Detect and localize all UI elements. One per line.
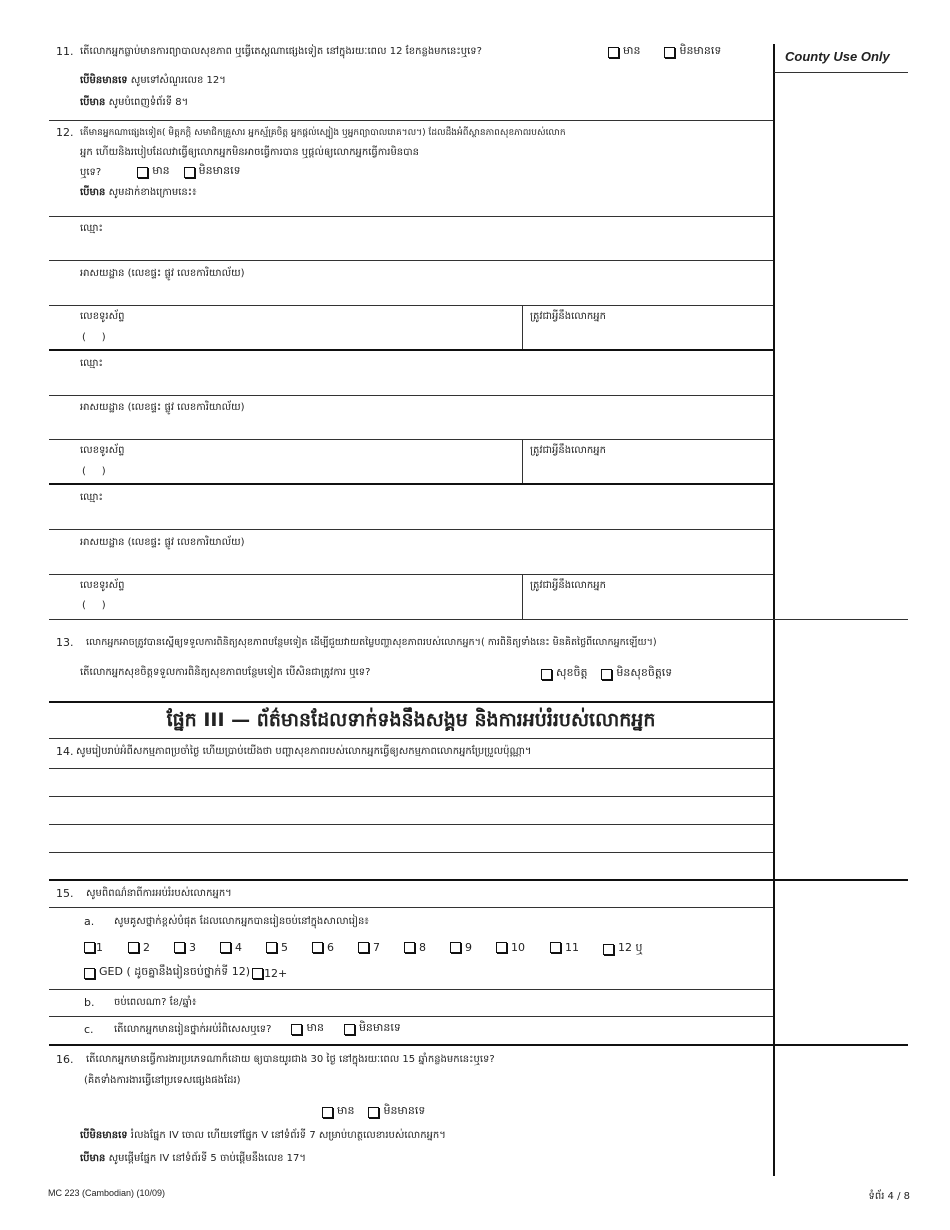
checkbox[interactable] — [404, 942, 415, 953]
q12-yes-label: មាន — [152, 164, 170, 177]
q11-number: 11. — [56, 45, 74, 58]
grade-label: 12 ឬ — [618, 941, 643, 954]
checkbox[interactable] — [128, 942, 139, 953]
q12-question-line2: អ្នក ហើយនិងរបៀបដែលវាធ្វើឲ្យលោកអ្នកមិនអាចធ្វើការបាន ឬផ្តល់ឲ្យលោកអ្នកធ្វើការមិនបាន — [80, 147, 420, 158]
grade-option-2[interactable] — [128, 941, 150, 954]
county-underline — [774, 72, 908, 73]
grade-label: 11 — [565, 941, 579, 954]
divider — [49, 395, 773, 396]
q16-if-no-label: បើមិនមានទេ — [80, 1130, 128, 1141]
page-number: ទំព័រ 4 / 8 — [868, 1191, 910, 1202]
contact1-name-label: ឈ្មោះ — [80, 223, 103, 234]
q11-if-yes-text: សូមបំពេញទំព័រទី 8។ — [108, 97, 189, 108]
contact3-phone-label: លេខទូរស័ព្ទ — [80, 580, 125, 591]
grade-option-1[interactable] — [84, 941, 103, 954]
checkbox[interactable] — [84, 968, 95, 979]
divider — [49, 989, 773, 990]
writing-line — [49, 796, 773, 797]
grade-option-6[interactable] — [312, 941, 334, 954]
checkbox[interactable] — [312, 942, 323, 953]
grade-label: 5 — [281, 941, 288, 954]
divider — [49, 619, 908, 620]
writing-line — [49, 824, 773, 825]
checkbox[interactable] — [220, 942, 231, 953]
q14-text: សូមរៀបរាប់អំពីសកម្មភាពប្រចាំថ្ងៃ ហើយប្រាប់យើងថា បញ្ហាសុខភាពរបស់លោកអ្នកធ្វើឲ្យសកម្មភាពលោកអ្នកប្រែប្រួលប៉ុណ្ណា។ — [76, 746, 532, 757]
q13-yes-label: សុខចិត្ត — [556, 666, 588, 679]
q14-number: 14. — [56, 745, 74, 758]
q16-number: 16. — [56, 1053, 74, 1066]
q12-question-line1: តើមានអ្នកណាផ្សេងទៀត( មិត្តភក្តិ សមាជិកគ្រួសារ អ្នកស្ម័គ្រចិត្ត អ្នកផ្តល់ស្បៀង ឬអ្នកព្យាបាលរោគ។ល។) ដែលដឹងអំពីស្ថានភាពសុខភាពរបស់លោក — [80, 128, 566, 138]
contact3-name-label: ឈ្មោះ — [80, 492, 103, 503]
q11-no-option[interactable] — [664, 44, 721, 60]
q11-yes-label: មាន — [623, 44, 641, 57]
checkbox[interactable] — [266, 942, 277, 953]
grade-option-10[interactable] — [496, 941, 525, 954]
q13-line2: តើលោកអ្នកសុខចិត្តទទួលការពិនិត្យសុខភាពបន្ថែមទៀត បើសិនជាត្រូវការ ឬទេ? — [80, 667, 371, 678]
grade-label: 2 — [143, 941, 150, 954]
checkbox[interactable] — [608, 47, 619, 58]
contact3-relation-label: ត្រូវជាអ្វីនឹងលោកអ្នក — [530, 580, 606, 591]
divider — [49, 305, 773, 306]
divider — [49, 529, 773, 530]
divider — [49, 439, 773, 440]
grade-option-4[interactable] — [220, 941, 242, 954]
q15-text: សូមពិពណ៌នាពីការអប់រំរបស់លោកអ្នក។ — [86, 888, 232, 899]
contact2-relation-label: ត្រូវជាអ្វីនឹងលោកអ្នក — [530, 445, 606, 456]
q15c-row — [114, 1021, 415, 1037]
checkbox[interactable] — [541, 669, 552, 680]
county-use-only-label: County Use Only — [785, 49, 890, 64]
contact3-address-label: អាសយដ្ឋាន (លេខផ្ទះ ផ្លូវ លេខការិយាល័យ) — [80, 537, 245, 548]
q16-no-option[interactable] — [368, 1104, 425, 1120]
divider — [49, 907, 773, 908]
checkbox[interactable] — [174, 942, 185, 953]
q16-line1: តើលោកអ្នកមានធ្វើការងារប្រភេទណាក៏ដោយ ឲ្យបានយូរជាង 30 ថ្ងៃ នៅក្នុងរយៈពេល 15 ឆ្នាំកន្លងមកនេះឬទេ? — [86, 1054, 495, 1065]
q12-question-line3: ឬទេ? — [80, 166, 102, 178]
q13-line1: លោកអ្នកអាចត្រូវបានស្នើឲ្យទទួលការពិនិត្យសុខភាពបន្ថែមទៀត ដើម្បីជួយវាយតម្លៃបញ្ហាសុខភាពរបស់លោកអ្នក។( ការពិនិត្យទាំងនេះ មិនគិតថ្លៃពីលោកអ្នកឡើយ។) — [86, 637, 657, 648]
q15c-text: តើលោកអ្នកមានរៀនថ្នាក់អប់រំពិសេសឬទេ? — [114, 1023, 272, 1035]
q13-no-option[interactable] — [601, 666, 672, 682]
checkbox[interactable] — [450, 942, 461, 953]
q11-if-no-label: បើមិនមានទេ — [80, 75, 128, 86]
grade-label: 3 — [189, 941, 196, 954]
divider — [49, 1016, 773, 1017]
grade-option-11[interactable] — [550, 941, 579, 954]
contact3-phone-paren: ( ) — [82, 600, 106, 611]
q15b-text: ចប់ពេលណា? ខែ/ឆ្នាំ៖ — [114, 997, 197, 1008]
q12-no-label: មិនមានទេ — [198, 164, 241, 177]
q12-if-yes — [80, 186, 197, 200]
q13-no-label: មិនសុខចិត្តទេ — [616, 666, 673, 679]
writing-line — [49, 768, 773, 769]
grade-option-9[interactable] — [450, 941, 472, 954]
q12-if-yes-text: សូមដាក់ខាងក្រោមនេះ៖ — [108, 187, 197, 198]
checkbox[interactable] — [322, 1107, 333, 1118]
q11-if-yes — [80, 96, 188, 110]
q13-yes-option[interactable] — [541, 666, 587, 682]
q16-if-no — [80, 1129, 446, 1143]
q13-options — [541, 666, 686, 682]
section-top — [49, 701, 773, 703]
checkbox[interactable] — [252, 968, 263, 979]
q15a-label: a. — [84, 915, 95, 928]
twelve-plus-label: 12+ — [264, 966, 288, 980]
q15c-yes-label: មាន — [306, 1021, 324, 1034]
q11-yes-option[interactable] — [608, 44, 640, 60]
divider — [49, 216, 773, 217]
contact2-phone-paren: ( ) — [82, 466, 106, 477]
divider — [49, 879, 908, 881]
contact1-phone-paren: ( ) — [82, 332, 106, 343]
contact1-phone-label: លេខទូរស័ព្ទ — [80, 311, 125, 322]
grade-label: 4 — [235, 941, 242, 954]
contact1-address-label: អាសយដ្ឋាន (លេខផ្ទះ ផ្លូវ លេខការិយាល័យ) — [80, 268, 245, 279]
q12-no-option[interactable] — [184, 164, 241, 180]
divider — [49, 260, 773, 261]
checkbox[interactable] — [496, 942, 507, 953]
q16-yes-label: មាន — [337, 1104, 355, 1117]
grade-label: 7 — [373, 941, 380, 954]
twelve-plus-option[interactable] — [252, 967, 287, 980]
q15a-text: សូមគូសថ្នាក់ខ្ពស់បំផុត ដែលលោកអ្នកបានរៀនចប់នៅក្នុងសាលារៀន៖ — [114, 916, 369, 927]
grade-label: 8 — [419, 941, 426, 954]
q12-yes-option[interactable] — [137, 164, 169, 180]
divider — [49, 574, 773, 575]
ged-label: GED ( ដូចគ្នានឹងរៀនចប់ថ្នាក់ទី 12) — [99, 965, 251, 978]
checkbox[interactable] — [84, 942, 95, 953]
grade-options — [84, 941, 684, 957]
q16-if-no-text: រំលងផ្នែក IV ចោល ហើយទៅផ្នែក V នៅទំព័រទី 7 សម្រាប់ហត្ថលេខារបស់លោកអ្នក។ — [130, 1130, 446, 1141]
q13-number: 13. — [56, 636, 74, 649]
q11-if-no — [80, 74, 226, 88]
section-3-title: ផ្នែក III — ព័ត៌មានដែលទាក់ទងនឹងសង្គម និងការអប់រំរបស់លោកអ្នក — [166, 709, 656, 731]
q12-number: 12. — [56, 126, 74, 139]
checkbox[interactable] — [137, 167, 148, 178]
contact2-name-label: ឈ្មោះ — [80, 358, 103, 369]
grade-option-3[interactable] — [174, 941, 196, 954]
checkbox[interactable] — [601, 669, 612, 680]
checkbox[interactable] — [368, 1107, 379, 1118]
q16-if-yes-text: សូមផ្តើមផ្នែក IV នៅទំព័រទី 5 ចាប់ផ្តើមនឹងលេខ 17។ — [108, 1153, 306, 1164]
checkbox[interactable] — [358, 942, 369, 953]
grade-option-5[interactable] — [266, 941, 288, 954]
grade-option-7[interactable] — [358, 941, 380, 954]
q11-if-yes-label: បើមាន — [80, 97, 106, 108]
q16-yes-option[interactable] — [322, 1104, 354, 1120]
q16-line2: (គិតទាំងការងារធ្វើនៅប្រទេសផ្សេងផងដែរ) — [84, 1075, 241, 1086]
section-bottom — [49, 738, 773, 739]
divider — [522, 305, 523, 349]
grade-label: 10 — [511, 941, 525, 954]
checkbox[interactable] — [291, 1024, 302, 1035]
divider — [49, 1044, 908, 1046]
checkbox[interactable] — [344, 1024, 355, 1035]
writing-line — [49, 852, 773, 853]
q15c-no-label: មិនមានទេ — [358, 1021, 401, 1034]
grade-label: 6 — [327, 941, 334, 954]
divider — [522, 439, 523, 483]
q12-line3 — [80, 164, 255, 180]
grade-label: 9 — [465, 941, 472, 954]
q11-options — [608, 44, 735, 60]
q12-if-yes-label: បើមាន — [80, 187, 106, 198]
q11-question: តើលោកអ្នកធ្លាប់មានការព្យាបាលសុខភាព ឬធ្វើតេស្តណាផ្សេងទៀត នៅក្នុងរយៈពេល 12 ខែកន្លងមកនេះឬទេ? — [80, 46, 482, 57]
grade-label: 1 — [96, 941, 103, 954]
divider — [49, 483, 773, 485]
q16-no-label: មិនមានទេ — [383, 1104, 426, 1117]
sidebar-divider — [773, 44, 775, 1176]
checkbox[interactable] — [550, 942, 561, 953]
grade-option-8[interactable] — [404, 941, 426, 954]
q11-if-no-text: សូមទៅសំណួរលេខ 12។ — [130, 75, 226, 86]
q16-if-yes-label: បើមាន — [80, 1153, 106, 1164]
checkbox[interactable] — [184, 167, 195, 178]
q15c-yes-option[interactable] — [291, 1021, 323, 1037]
divider — [522, 574, 523, 619]
form-id: MC 223 (Cambodian) (10/09) — [48, 1188, 166, 1198]
q16-options — [322, 1104, 439, 1120]
divider — [49, 349, 773, 351]
contact2-address-label: អាសយដ្ឋាន (លេខផ្ទះ ផ្លូវ លេខការិយាល័យ) — [80, 402, 245, 413]
checkbox[interactable] — [603, 944, 614, 955]
grade-option-12[interactable] — [603, 941, 642, 957]
q15-number: 15. — [56, 887, 74, 900]
q15c-label: c. — [84, 1023, 94, 1036]
contact1-relation-label: ត្រូវជាអ្វីនឹងលោកអ្នក — [530, 311, 606, 322]
q15b-label: b. — [84, 996, 95, 1009]
checkbox[interactable] — [664, 47, 675, 58]
q16-if-yes — [80, 1152, 306, 1166]
ged-option[interactable] — [84, 965, 250, 981]
ged-row — [84, 965, 301, 981]
divider-q11 — [49, 120, 773, 121]
q11-no-label: មិនមានទេ — [679, 44, 722, 57]
contact2-phone-label: លេខទូរស័ព្ទ — [80, 445, 125, 456]
q15c-no-option[interactable] — [344, 1021, 401, 1037]
